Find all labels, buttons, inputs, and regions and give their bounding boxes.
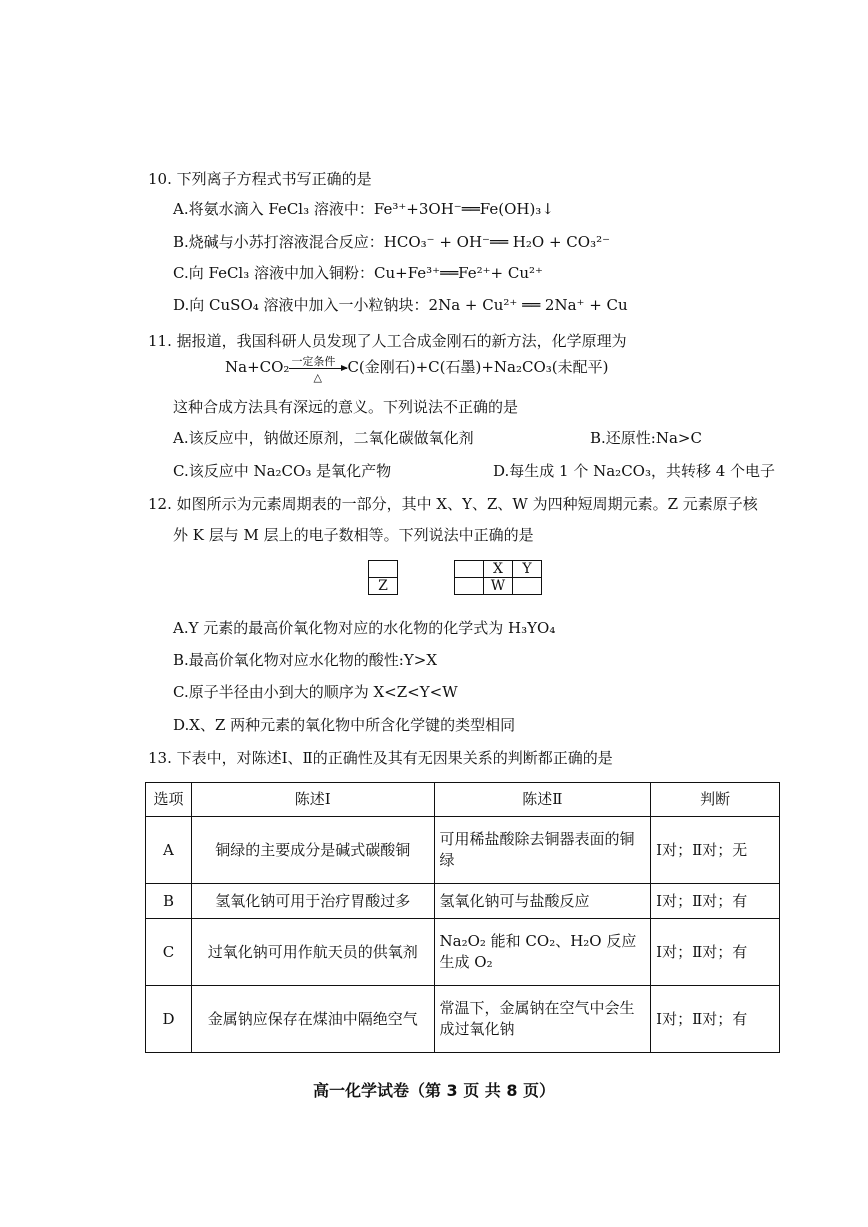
row-option: B (146, 884, 192, 919)
q12-option-b: B.最高价氧化物对应水化物的酸性:Y>X (173, 651, 437, 669)
page-footer: 高一化学试卷（第 3 页 共 8 页） (312, 1081, 556, 1100)
pt-cell-empty (455, 561, 484, 578)
row-statement-1: 氢氧化钠可用于治疗胃酸过多 (191, 884, 434, 919)
row-option: A (146, 817, 192, 884)
heat-symbol: △ (313, 371, 322, 384)
header-option: 选项 (146, 783, 192, 817)
q11-stem2: 这种合成方法具有深远的意义。下列说法不正确的是 (173, 398, 519, 416)
row-statement-2: 可用稀盐酸除去铜器表面的铜绿 (434, 817, 651, 884)
q13-table (145, 782, 780, 1053)
table-row (146, 817, 780, 884)
pt-cell-x: X (484, 561, 513, 578)
row-option: D (146, 986, 192, 1053)
reaction-arrow (289, 355, 347, 384)
q11-option-a: A.该反应中，钠做还原剂，二氧化碳做氧化剂 (173, 429, 474, 447)
table-row (146, 919, 780, 986)
row-judgement: Ⅰ对；Ⅱ对；有 (651, 986, 780, 1053)
pt-cell-empty (513, 578, 542, 595)
row-judgement: Ⅰ对；Ⅱ对；有 (651, 919, 780, 986)
q10-stem: 10. 下列离子方程式书写正确的是 (148, 170, 372, 188)
header-statement-2: 陈述Ⅱ (434, 783, 651, 817)
row-judgement: Ⅰ对；Ⅱ对；无 (651, 817, 780, 884)
row-statement-1: 铜绿的主要成分是碱式碳酸铜 (191, 817, 434, 884)
table-row (146, 986, 780, 1053)
periodic-table-fragment (368, 560, 542, 595)
row-statement-2: Na₂O₂ 能和 CO₂、H₂O 反应生成 O₂ (434, 919, 651, 986)
q12-stem-line2: 外 K 层与 M 层上的电子数相等。下列说法中正确的是 (173, 526, 534, 544)
q12-option-c: C.原子半径由小到大的顺序为 X<Z<Y<W (173, 683, 458, 701)
q12-stem-line1: 12. 如图所示为元素周期表的一部分，其中 X、Y、Z、W 为四种短周期元素。Z 元素原子核 (148, 495, 758, 513)
pt-cell-empty (455, 578, 484, 595)
q12-option-d: D.X、Z 两种元素的氧化物中所含化学键的类型相同 (173, 716, 516, 734)
q13-stem: 13. 下表中，对陈述Ⅰ、Ⅱ的正确性及其有无因果关系的判断都正确的是 (148, 749, 613, 767)
q10-option-d: D.向 CuSO₄ 溶液中加入一小粒钠块：2Na + Cu²⁺ ══ 2Na⁺ + Cu (173, 296, 628, 314)
q11-option-b: B.还原性:Na>C (590, 429, 702, 447)
pt-cell-y: Y (513, 561, 542, 578)
q10-option-c: C.向 FeCl₃ 溶液中加入铜粉：Cu+Fe³⁺══Fe²⁺+ Cu²⁺ (173, 264, 543, 282)
row-judgement: Ⅰ对；Ⅱ对；有 (651, 884, 780, 919)
q11-option-d: D.每生成 1 个 Na₂CO₃，共转移 4 个电子 (493, 462, 776, 480)
reaction-condition: 一定条件 (291, 355, 336, 368)
header-judgement: 判断 (651, 783, 780, 817)
q11-stem: 11. 据报道，我国科研人员发现了人工合成金刚石的新方法，化学原理为 (148, 332, 627, 350)
table-header-row (146, 783, 780, 817)
table-row (146, 884, 780, 919)
row-statement-2: 常温下，金属钠在空气中会生成过氧化钠 (434, 986, 651, 1053)
row-statement-1: 过氧化钠可用作航天员的供氧剂 (191, 919, 434, 986)
equation-products: C(金刚石)+C(石墨)+Na₂CO₃(未配平) (347, 358, 609, 376)
q11-option-c: C.该反应中 Na₂CO₃ 是氧化产物 (173, 462, 392, 480)
row-option: C (146, 919, 192, 986)
q10-option-b: B.烧碱与小苏打溶液混合反应：HCO₃⁻ + OH⁻══ H₂O + CO₃²⁻ (173, 233, 611, 251)
equation-reactants: Na+CO₂ (225, 358, 290, 376)
pt-cell-z: Z (369, 578, 398, 595)
row-statement-1: 金属钠应保存在煤油中隔绝空气 (191, 986, 434, 1053)
q12-option-a: A.Y 元素的最高价氧化物对应的水化物的化学式为 H₃YO₄ (173, 619, 556, 637)
row-statement-2: 氢氧化钠可与盐酸反应 (434, 884, 651, 919)
pt-cell-w: W (484, 578, 513, 595)
q11-equation (225, 355, 609, 384)
q10-option-a: A.将氨水滴入 FeCl₃ 溶液中：Fe³⁺+3OH⁻══Fe(OH)₃↓ (173, 200, 554, 218)
header-statement-1: 陈述Ⅰ (191, 783, 434, 817)
pt-cell-empty (369, 561, 398, 578)
